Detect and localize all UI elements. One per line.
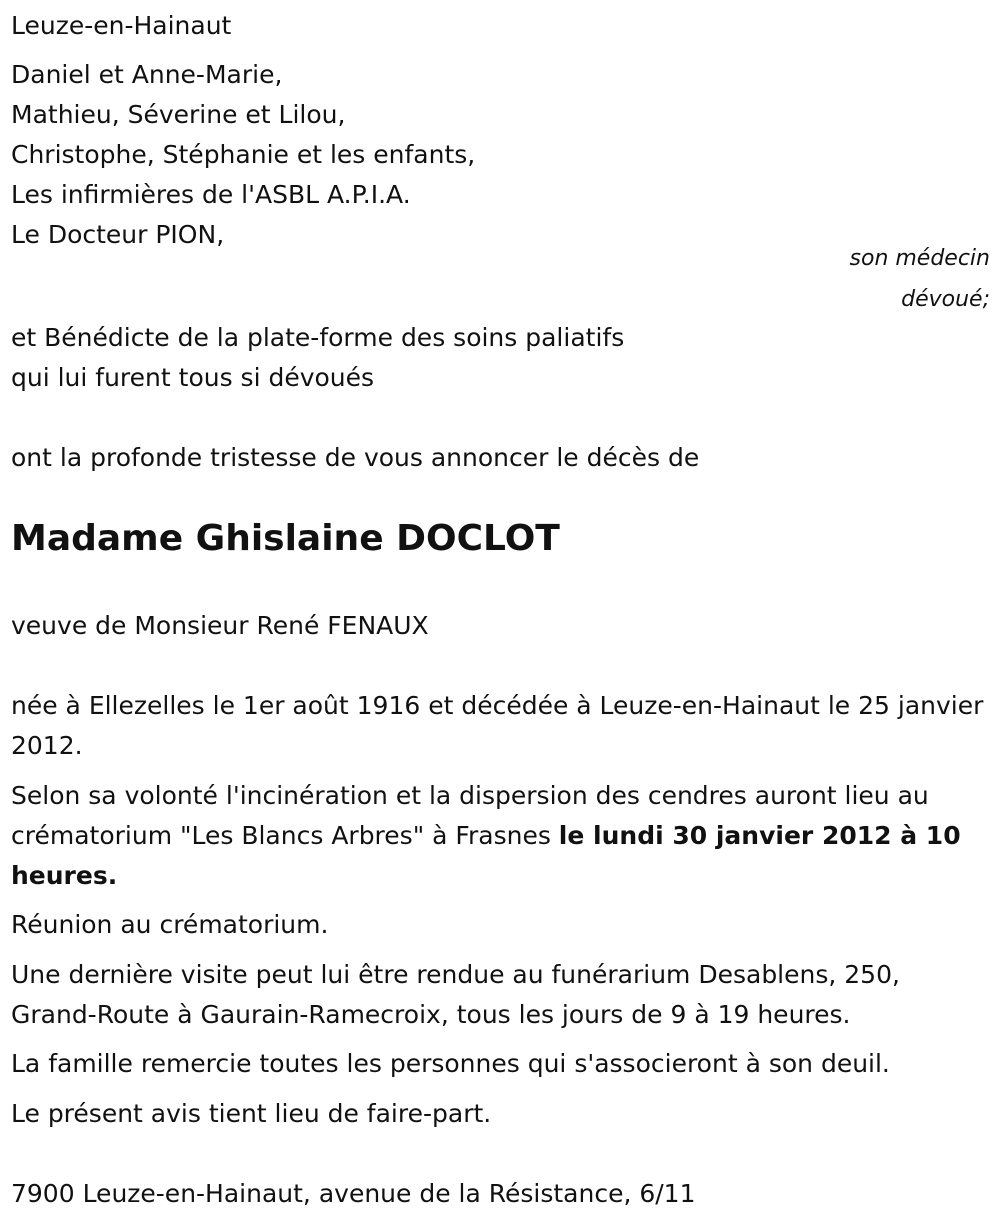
- family-line-4: Les infirmières de l'ASBL A.P.I.A.: [11, 180, 411, 209]
- doctor-note-line-2: dévoué;: [901, 287, 990, 312]
- family-line-5: Le Docteur PION,: [11, 220, 225, 249]
- visit-note: Une dernière visite peut lui être rendue au funérarium Desablens, 250, Grand-Route à Gaurain-Ramecroix, tous les jours de 9 à 19 heures.: [11, 960, 900, 1029]
- ceremony-text: Selon sa volonté l'incinération et la dispersion des cendres auront lieu au crématorium "Les Blancs Arbres" à Frasnes: [11, 781, 929, 850]
- announcement: ont la profonde tristesse de vous annoncer le décès de: [11, 443, 700, 472]
- thanks-note: La famille remercie toutes les personnes qui s'associeront à son deuil.: [11, 1049, 890, 1078]
- widow-of: veuve de Monsieur René FENAUX: [11, 611, 429, 640]
- family-line-3: Christophe, Stéphanie et les enfants,: [11, 140, 476, 169]
- palliative-line-2: qui lui furent tous si dévoués: [11, 363, 375, 392]
- family-line-1: Daniel et Anne-Marie,: [11, 60, 283, 89]
- reunion-note: Réunion au crématorium.: [11, 910, 329, 939]
- deceased-name: Madame Ghislaine DOCLOT: [11, 518, 560, 559]
- notice-note: Le présent avis tient lieu de faire-part.: [11, 1099, 492, 1128]
- birth-death-paragraph: née à Ellezelles le 1er août 1916 et décédée à Leuze-en-Hainaut le 25 janvier 2012.: [11, 691, 984, 760]
- palliative-line-1: et Bénédicte de la plate-forme des soins paliatifs: [11, 323, 625, 352]
- family-line-2: Mathieu, Séverine et Lilou,: [11, 100, 346, 129]
- address: 7900 Leuze-en-Hainaut, avenue de la Résistance, 6/11: [11, 1179, 696, 1208]
- ceremony-paragraph: [11, 776, 986, 896]
- location-header: Leuze-en-Hainaut: [11, 11, 232, 40]
- doctor-note-line-1: son médecin: [849, 246, 990, 271]
- ceremony-date: le lundi 30 janvier 2012 à 10 heures.: [11, 821, 961, 890]
